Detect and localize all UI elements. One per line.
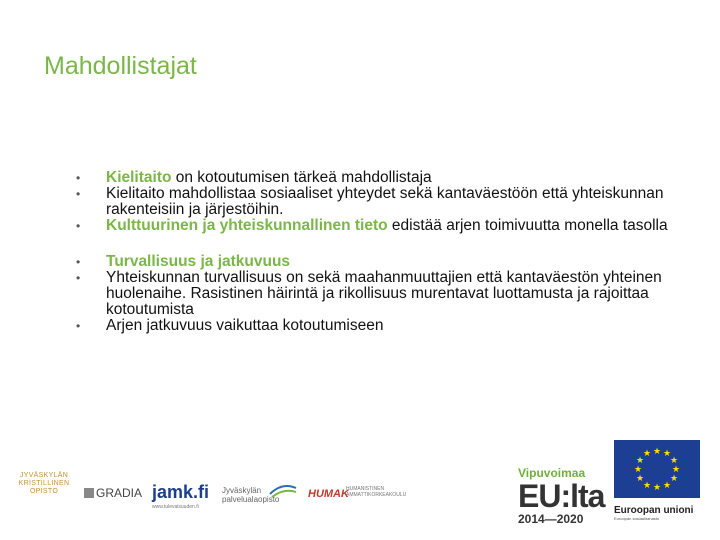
highlight-text: Turvallisuus ja jatkuvuus (106, 253, 291, 270)
bullet-icon: • (76, 219, 81, 233)
vipuvoimaa-logo (518, 466, 605, 526)
svg-text:★: ★ (671, 465, 681, 475)
svg-text:★: ★ (662, 481, 672, 491)
humak-logo (308, 484, 407, 502)
logo-text: KRISTILLINEN (18, 480, 70, 487)
svg-text:★: ★ (635, 474, 645, 484)
logo-text: palvelualaopisto (222, 495, 280, 504)
bullet-icon: • (76, 271, 81, 285)
item-text: Kielitaito mahdollistaa sosiaaliset yhteydet sekä kantaväestöön että yhteiskunnan rakenteisiin ja järjestöihin. (106, 185, 664, 218)
logo-text: jamk.fi (152, 482, 210, 502)
list-item (76, 318, 676, 334)
svg-text:★: ★ (635, 456, 645, 466)
gradia-logo (84, 486, 142, 500)
highlight-text: Kulttuurinen ja yhteiskunnallinen tieto (106, 217, 388, 234)
svg-text:★: ★ (642, 449, 652, 459)
list-item (76, 218, 676, 234)
item-text: Arjen jatkuvuus vaikuttaa kotoutumiseen (106, 317, 384, 334)
list-item (76, 170, 676, 186)
svg-text:★: ★ (669, 474, 679, 484)
logo-subtext: Euroopan sosiaalirahasto (614, 516, 660, 521)
logo-text: HUMAK (308, 488, 349, 500)
item-text: Yhteiskunnan turvallisuus on sekä maahanmuuttajien että kantaväestön yhteinen huolenaihe. Rasistinen häirintä ja rikollisuus murentavat luottamusta ja rajoittaa kotoutumista (106, 269, 662, 318)
svg-text:★: ★ (662, 449, 672, 459)
item-text: on kotoutumisen tärkeä mahdollistaja (171, 169, 432, 186)
logo-text: EU:lta (518, 478, 605, 514)
logo-text: 2014—2020 (518, 512, 584, 526)
logo-text: JYVÄSKYLÄN (19, 472, 69, 479)
logo-text: Euroopan unioni (614, 505, 694, 516)
bullet-list (76, 170, 676, 334)
jamk-logo (152, 482, 209, 510)
bullet-icon: • (76, 187, 81, 201)
eu-flag-icon (614, 440, 700, 498)
list-item (76, 254, 676, 270)
slide-title: Mahdollistajat (44, 52, 197, 80)
svg-text:★: ★ (652, 447, 662, 457)
svg-text:★: ★ (642, 481, 652, 491)
logo-subtext: HUMANISTINEN AMMATTIKORKEAKOULU (346, 486, 407, 498)
logo-text: OPISTO (29, 488, 59, 495)
logo-text: Jyväskylän (222, 486, 262, 495)
jps-logo (222, 486, 279, 504)
eu-logo (614, 440, 700, 521)
item-text: edistää arjen toimivuutta monella tasolla (387, 217, 668, 234)
highlight-text: Kielitaito (106, 169, 172, 186)
bullet-icon: • (76, 171, 81, 185)
logo-text: GRADIA (96, 486, 143, 500)
svg-text:★: ★ (633, 465, 643, 475)
bullet-icon: • (76, 319, 81, 333)
swoosh-icon (268, 480, 298, 500)
gradia-icon (84, 488, 94, 498)
logo-subtext: www.tulevaisuuden.fi (152, 504, 199, 510)
svg-text:★: ★ (669, 456, 679, 466)
bullet-icon: • (76, 255, 81, 269)
svg-text:★: ★ (652, 483, 662, 493)
jkl-logo (14, 472, 74, 496)
list-item (76, 186, 676, 218)
list-item (76, 270, 676, 318)
logo-text: Vipuvoimaa (518, 466, 586, 480)
